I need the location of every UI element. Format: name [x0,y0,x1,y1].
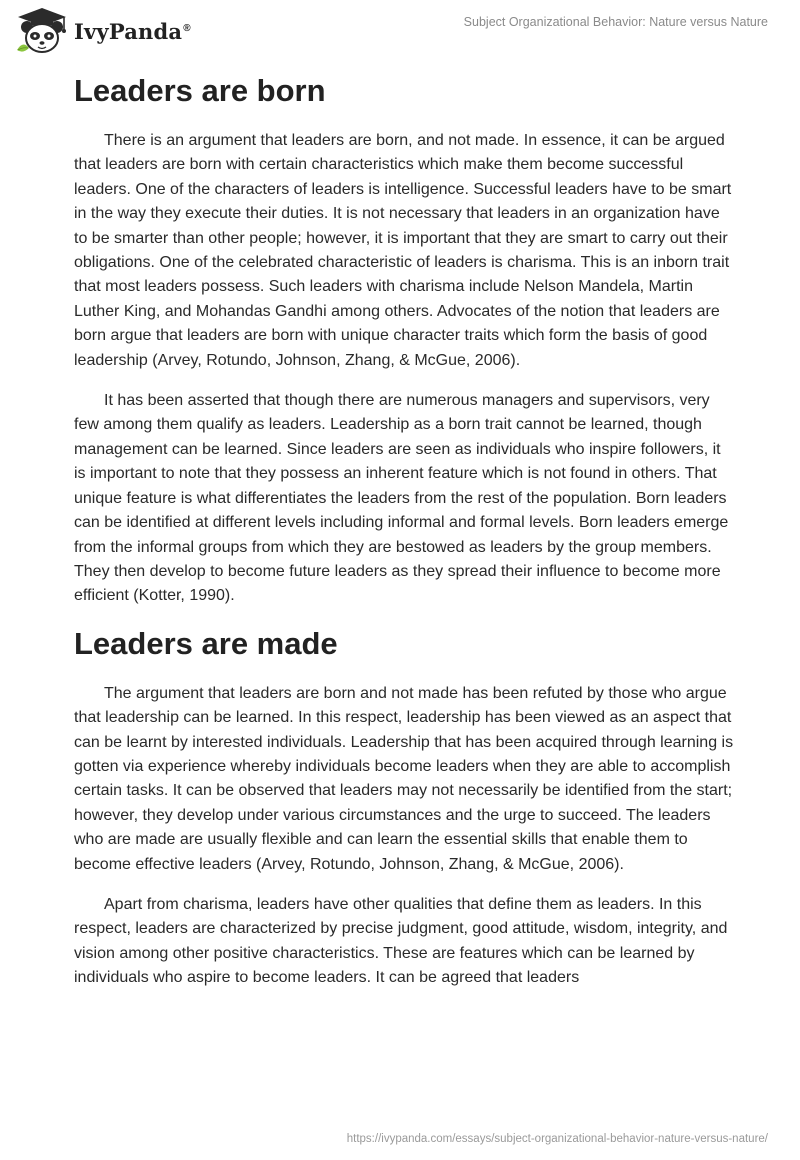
section-heading-made: Leaders are made [74,625,338,661]
paragraph-born-2: It has been asserted that though there are numerous managers and supervisors, very few among them qualify as leaders. Leadership as a born trait cannot be learned, though management can be learned. Since leaders are seen as individuals who inspire followers, it is important to note that they possess an inherent feature which is not found in others. That unique feature is what differentiates the leaders from the rest of the population. Born leaders can be identified at different levels including informal and formal levels. Born leaders emerge from the informal groups from which they are bestowed as leaders by the group members. They then develop to become future leaders as they spread their influence to become more efficient (Kotter, 1990). [74,392,729,605]
registered-mark: ® [183,22,191,34]
source-url[interactable]: https://ivypanda.com/essays/subject-organizational-behavior-nature-versus-nature/ [346,1133,768,1145]
brand-name: IvyPanda® [74,18,191,44]
page-header [0,0,800,60]
paragraph-made-2: Apart from charisma, leaders have other qualities that define them as leaders. In this respect, leaders are characterized by precise judgment, good attitude, wisdom, integrity, and vision among other positive characteristics. These are features which can be learned by individuals who aspire to become leaders. It can be agreed that leaders [74,895,728,987]
paragraph-born-1: There is an argument that leaders are born, and not made. In essence, it can be argued that leaders are born with certain characteristics which make them become successful leaders. One of the characters of leaders is intelligence. Successful leaders have to be smart in the way they execute their duties. It is not necessary that leaders in an organization have to be smarter than other people; however, it is important that they are smart to carry out their obligations. One of the celebrated characteristic of leaders is charisma. This is an inborn trait that most leaders possess. Such leaders with charisma include Nelson Mandela, Martin Luther King, and Mohandas Gandhi among others. Advocates of the notion that leaders are born argue that leaders are born with unique character traits which form the basis of good leadership (Arvey, Rotundo, Johnson, Zhang, & McGue, 2006). [74,132,732,369]
document-title: Subject Organizational Behavior: Nature versus Nature [463,15,768,29]
paragraph-made-1: The argument that leaders are born and not made has been refuted by those who argue that leadership can be learned. In this respect, leadership has been viewed as an aspect that can be learnt by interested individuals. Leadership that has been acquired through learning is gotten via experience whereby individuals become leaders when they are able to accomplish certain tasks. It can be observed that leaders may not necessarily be identified from the start; however, they develop under various circumstances and the urge to succeed. The leaders who are made are usually flexible and can learn the essential skills that enable them to become effective leaders (Arvey, Rotundo, Johnson, Zhang, & McGue, 2006). [74,684,734,873]
section-heading-born: Leaders are born [74,73,326,108]
essay-content [74,62,734,1007]
panda-graduate-icon [14,6,70,56]
brand-logo[interactable] [14,6,191,56]
